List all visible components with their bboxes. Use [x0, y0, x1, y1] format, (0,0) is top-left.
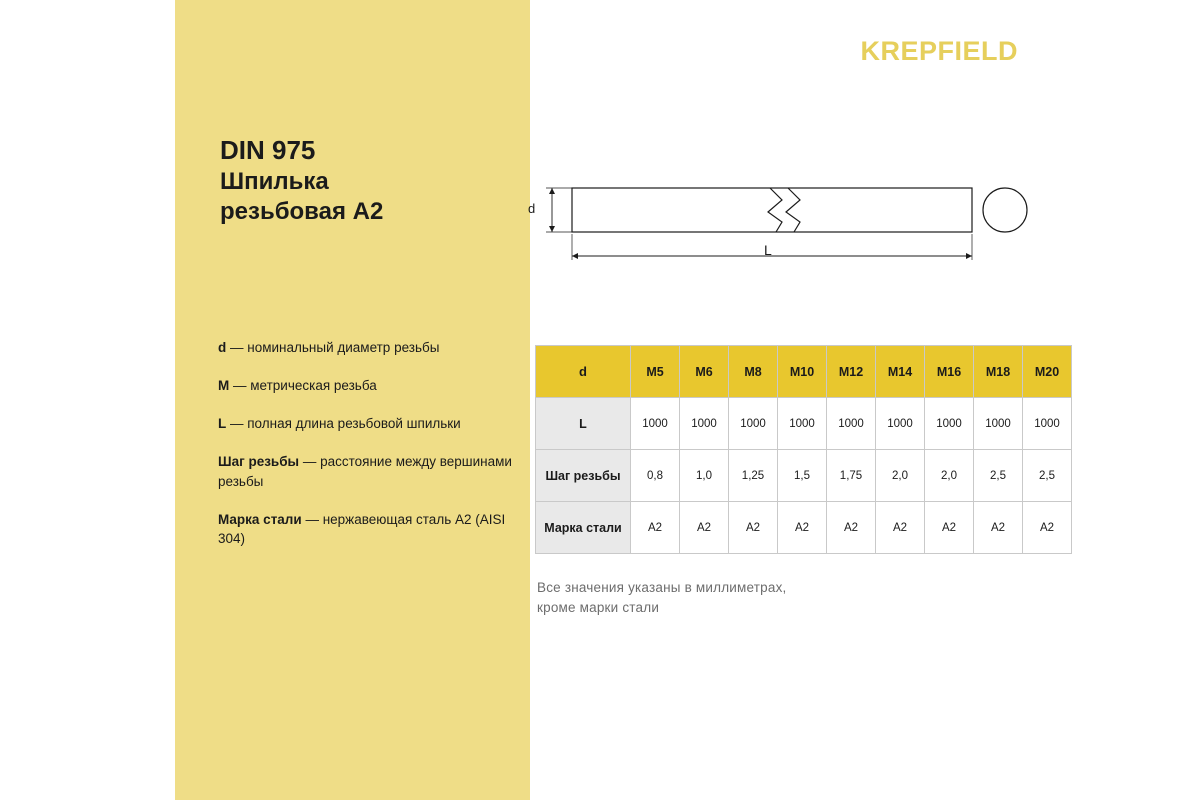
- table-cell: 1000: [827, 398, 876, 450]
- table-cell: 1000: [729, 398, 778, 450]
- L-arrow-right: [966, 253, 972, 259]
- legend-text: — номинальный диаметр резьбы: [226, 340, 440, 355]
- table-cell: 1000: [1023, 398, 1072, 450]
- specification-table: [535, 345, 1072, 554]
- column-header: M5: [631, 346, 680, 398]
- table-cell: 1,0: [680, 450, 729, 502]
- table-cell: А2: [631, 502, 680, 554]
- legend-term: Шаг резьбы: [218, 454, 300, 470]
- legend-item: [218, 376, 518, 395]
- legend-item: [218, 452, 518, 490]
- column-header: M10: [778, 346, 827, 398]
- legend-term: L: [218, 416, 227, 432]
- table-row: [536, 398, 1072, 450]
- column-header: M18: [974, 346, 1023, 398]
- footnote-line2: кроме марки стали: [537, 600, 660, 616]
- table-cell: 2,5: [974, 450, 1023, 502]
- table-cell: 1000: [876, 398, 925, 450]
- table-cell: 2,5: [1023, 450, 1072, 502]
- table-body: [536, 398, 1072, 554]
- column-header: M20: [1023, 346, 1072, 398]
- column-header: M14: [876, 346, 925, 398]
- table-cell: 2,0: [925, 450, 974, 502]
- table-row: [536, 502, 1072, 554]
- table-cell: 1000: [778, 398, 827, 450]
- d-arrow-bottom: [549, 226, 555, 232]
- product-name-line2: резьбовая А2: [220, 198, 384, 226]
- legend-term: Марка стали: [218, 511, 302, 527]
- table-cell: А2: [974, 502, 1023, 554]
- table-cell: А2: [1023, 502, 1072, 554]
- table-row: [536, 450, 1072, 502]
- column-header: M8: [729, 346, 778, 398]
- column-header: M16: [925, 346, 974, 398]
- footnote-line1: Все значения указаны в миллиметрах,: [537, 580, 787, 595]
- table-cell: А2: [876, 502, 925, 554]
- column-header: M12: [827, 346, 876, 398]
- L-dimension-label: L: [764, 242, 772, 258]
- table-corner-header: d: [536, 346, 631, 398]
- table-cell: 1000: [680, 398, 729, 450]
- table-cell: 1,5: [778, 450, 827, 502]
- table-cell: А2: [827, 502, 876, 554]
- legend-term: M: [218, 378, 230, 394]
- table-cell: 1,75: [827, 450, 876, 502]
- legend-list: [218, 338, 518, 567]
- legend-item: [218, 510, 518, 548]
- standard-number: DIN 975: [220, 135, 316, 165]
- product-name-line1: Шпилька: [220, 167, 329, 195]
- L-arrow-left: [572, 253, 578, 259]
- table-cell: 2,0: [876, 450, 925, 502]
- table-cell: А2: [729, 502, 778, 554]
- table-header-row: [536, 346, 1072, 398]
- column-header: M6: [680, 346, 729, 398]
- table-cell: 1000: [974, 398, 1023, 450]
- row-header: L: [536, 398, 631, 450]
- threaded-rod-drawing: [520, 160, 1040, 280]
- brand-logo: KREPFIELD: [860, 36, 1018, 66]
- legend-item: [218, 414, 518, 433]
- table-head: [536, 346, 1072, 398]
- legend-text: — нержавеющая сталь А2 (AISI 304): [218, 511, 506, 546]
- table-cell: А2: [680, 502, 729, 554]
- legend-item: [218, 338, 518, 357]
- legend-text: — расстояние между вершинами резьбы: [218, 454, 512, 489]
- legend-text: — метрическая резьба: [229, 378, 377, 394]
- table-cell: А2: [778, 502, 827, 554]
- footnote: [537, 578, 786, 619]
- row-header: Марка стали: [536, 502, 631, 554]
- table-cell: А2: [925, 502, 974, 554]
- legend-text: — полная длина резьбовой шпильки: [226, 416, 461, 432]
- title-block: [220, 135, 520, 227]
- rod-body: [572, 188, 972, 232]
- drawing-svg: [520, 160, 1040, 280]
- table-cell: 0,8: [631, 450, 680, 502]
- rod-cross-section: [983, 188, 1027, 232]
- row-header: Шаг резьбы: [536, 450, 631, 502]
- d-dimension-label: d: [528, 201, 536, 216]
- table-cell: 1,25: [729, 450, 778, 502]
- table-cell: 1000: [925, 398, 974, 450]
- table-cell: 1000: [631, 398, 680, 450]
- legend-term: d: [218, 340, 227, 355]
- d-arrow-top: [549, 188, 555, 194]
